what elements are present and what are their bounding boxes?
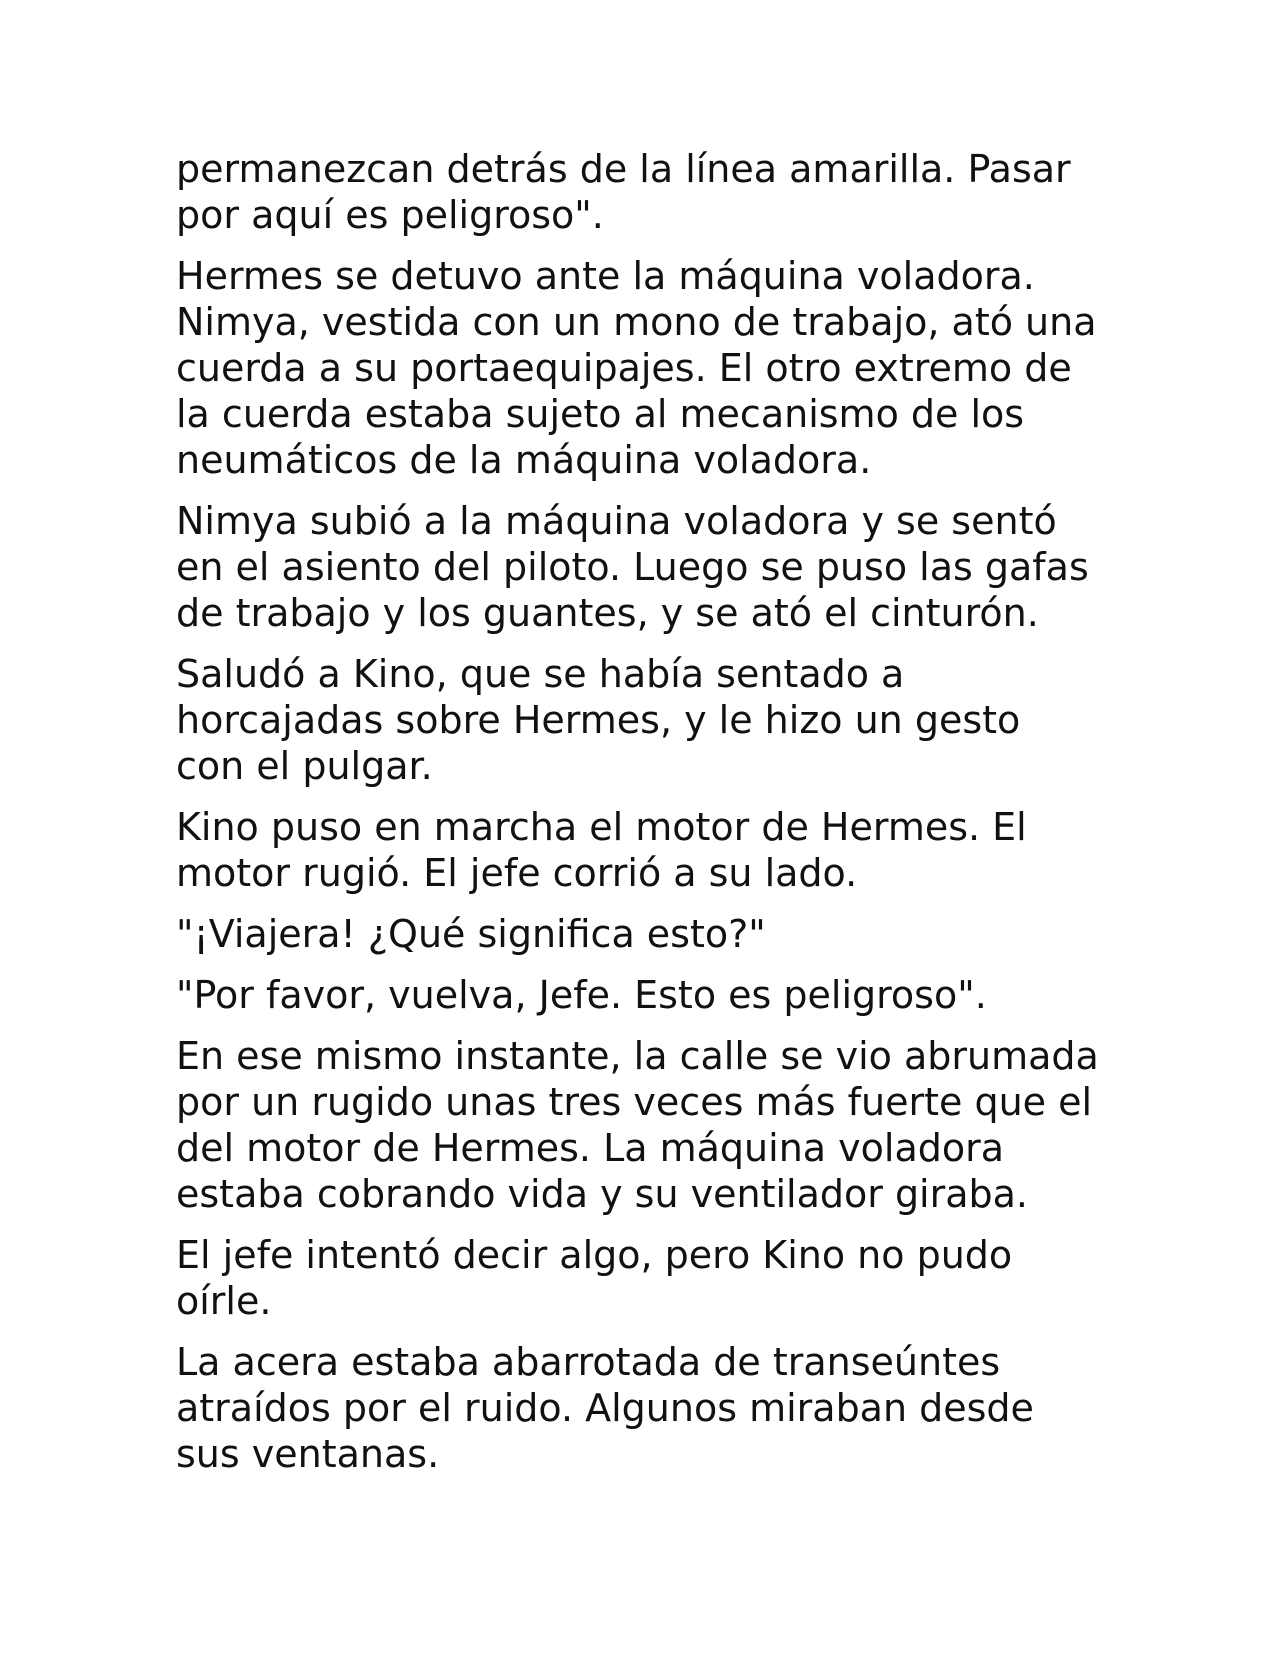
document-page — [176, 146, 1106, 1492]
paragraph: Saludó a Kino, que se había sentado a horcajadas sobre Hermes, y le hizo un gesto con el pulgar. — [176, 652, 1021, 788]
paragraph: Nimya subió a la máquina voladora y se sentó en el asiento del piloto. Luego se puso las gafas de trabajo y los guantes, y se ató el cinturón. — [176, 499, 1089, 635]
paragraph: Kino puso en marcha el motor de Hermes. El motor rugió. El jefe corrió a su lado. — [176, 805, 1027, 895]
paragraph: El jefe intentó decir algo, pero Kino no pudo oírle. — [176, 1233, 1013, 1323]
paragraph: En ese mismo instante, la calle se vio abrumada por un rugido unas tres veces más fuerte que el del motor de Hermes. La máquina voladora estaba cobrando vida y su ventilador giraba. — [176, 1034, 1099, 1216]
paragraph: permanezcan detrás de la línea amarilla. Pasar por aquí es peligroso". — [176, 147, 1071, 237]
paragraph: La acera estaba abarrotada de transeúntes atraídos por el ruido. Algunos miraban desde sus ventanas. — [176, 1340, 1034, 1476]
paragraph: "Por favor, vuelva, Jefe. Esto es peligroso". — [176, 973, 987, 1017]
paragraph: "¡Viajera! ¿Qué significa esto?" — [176, 912, 766, 956]
paragraph: Hermes se detuvo ante la máquina voladora. Nimya, vestida con un mono de trabajo, ató una cuerda a su portaequipajes. El otro extremo de la cuerda estaba sujeto al mecanismo de los neumáticos de la máquina voladora. — [176, 254, 1097, 482]
